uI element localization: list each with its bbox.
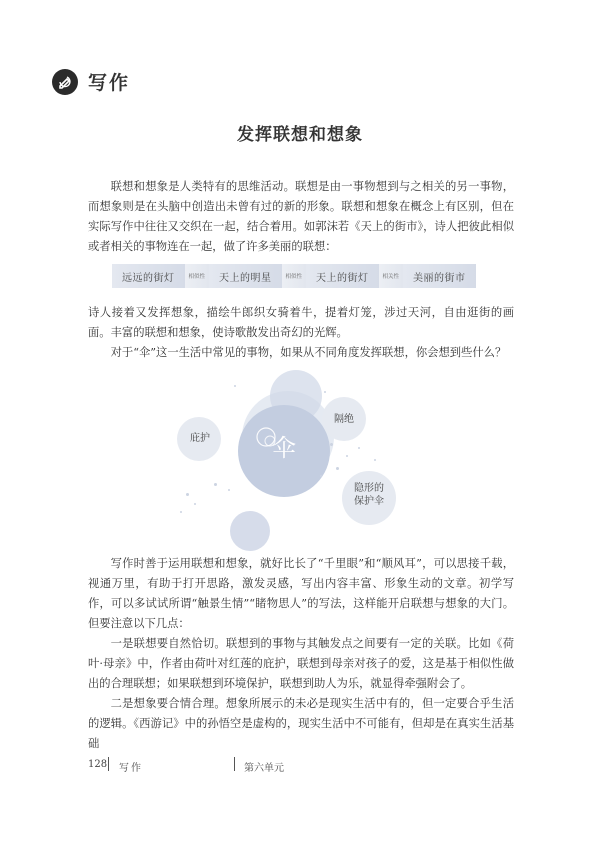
lesson-title: 发挥联想和想象 [237, 125, 363, 145]
decor-dot [358, 447, 360, 449]
flow-link-relevance: 相关性 [379, 264, 404, 288]
association-flow-diagram [112, 262, 488, 290]
decor-dot [324, 391, 326, 393]
bubble-label-invisible-line2: 保护伞 [354, 496, 384, 507]
decor-dot [214, 483, 217, 486]
paragraph-point-one: 一是联想要自然恰切。联想到的事物与其触发点之间要有一定的关联。比如《荷叶·母亲》中，作者由荷叶对红莲的庇护，联想到母亲对孩子的爱，这是基于相似性做出的合理联想；如果联想到环境保护，联想到助人为乐，就显得牵强附会了。 [88, 637, 514, 690]
bubble-label-invisible-line1: 隐形的 [354, 483, 384, 494]
decor-dot [194, 503, 196, 505]
bubble-label-isolation: 隔绝 [334, 414, 354, 425]
decor-dot [180, 511, 182, 513]
decor-dot [336, 467, 339, 470]
decor-dot [234, 385, 236, 387]
center-circle [238, 405, 330, 497]
flow-link-similarity-1: 相似性 [185, 264, 210, 288]
footer-divider [108, 757, 109, 771]
paragraph-imagination: 诗人接着又发挥想象，描绘牛郎织女骑着牛，提着灯笼，涉过天河，自由逛街的画面。丰富的联想和想象，使诗歌散发出奇幻的光辉。 [88, 306, 514, 339]
decor-dot [186, 493, 189, 496]
flow-item-street-lamp: 远远的街灯 [112, 264, 185, 288]
decor-dot [228, 489, 230, 491]
writing-pen-icon [52, 69, 78, 95]
flow-item-street-market: 美丽的街市 [403, 264, 476, 288]
paragraph-question: 对于“伞”这一生活中常见的事物，如果从不同角度发挥联想，你会想到些什么？ [110, 346, 507, 359]
paragraph-point-two: 二是想象要合情合理。想象所展示的未必是现实生活中有的，但一定要合乎生活的逻辑。《西游记》中的孙悟空是虚构的，现实生活中不可能有，但却是在真实生活基础 [88, 697, 514, 750]
footer-divider [234, 757, 235, 771]
flow-item-sky-lamp: 天上的街灯 [306, 264, 379, 288]
flow-item-stars: 天上的明星 [209, 264, 282, 288]
section-title: 写作 [88, 72, 131, 94]
section-header [52, 68, 130, 95]
umbrella-association-bubbles [170, 363, 430, 553]
footer-section-label: 写作 [119, 763, 143, 774]
page-number: 128 [88, 759, 108, 770]
flow-link-similarity-2: 相似性 [282, 264, 307, 288]
decor-dot [330, 443, 333, 446]
center-umbrella-char: 伞 [272, 434, 296, 462]
decor-dot [320, 475, 322, 477]
paragraph-writing-tips: 写作时善于运用联想和想象，就好比长了“千里眼”和“顺风耳”，可以思接千载，视通万里，有助于打开思路，激发灵感，写出内容丰富、形象生动的文章。初学写作，可以多试试所谓“触景生情”“睹物思人”的写法，这样能开启联想与想象的大门。但要注意以下几点： [88, 557, 514, 630]
decor-circle-bottom [230, 511, 270, 551]
bubble-label-shelter: 庇护 [190, 433, 210, 444]
decor-dot [374, 459, 376, 461]
paragraph-intro: 联想和想象是人类特有的思维活动。联想是由一事物想到与之相关的另一事物，而想象则是在头脑中创造出未曾有过的新的形象。联想和想象在概念上有区别，但在实际写作中往往又交织在一起，结合着用。如郭沫若《天上的街市》，诗人把彼此相似或者相关的事物连在一起，做了许多美丽的联想： [88, 180, 514, 253]
decor-dot [346, 455, 348, 457]
footer-unit-label: 第六单元 [244, 763, 284, 774]
